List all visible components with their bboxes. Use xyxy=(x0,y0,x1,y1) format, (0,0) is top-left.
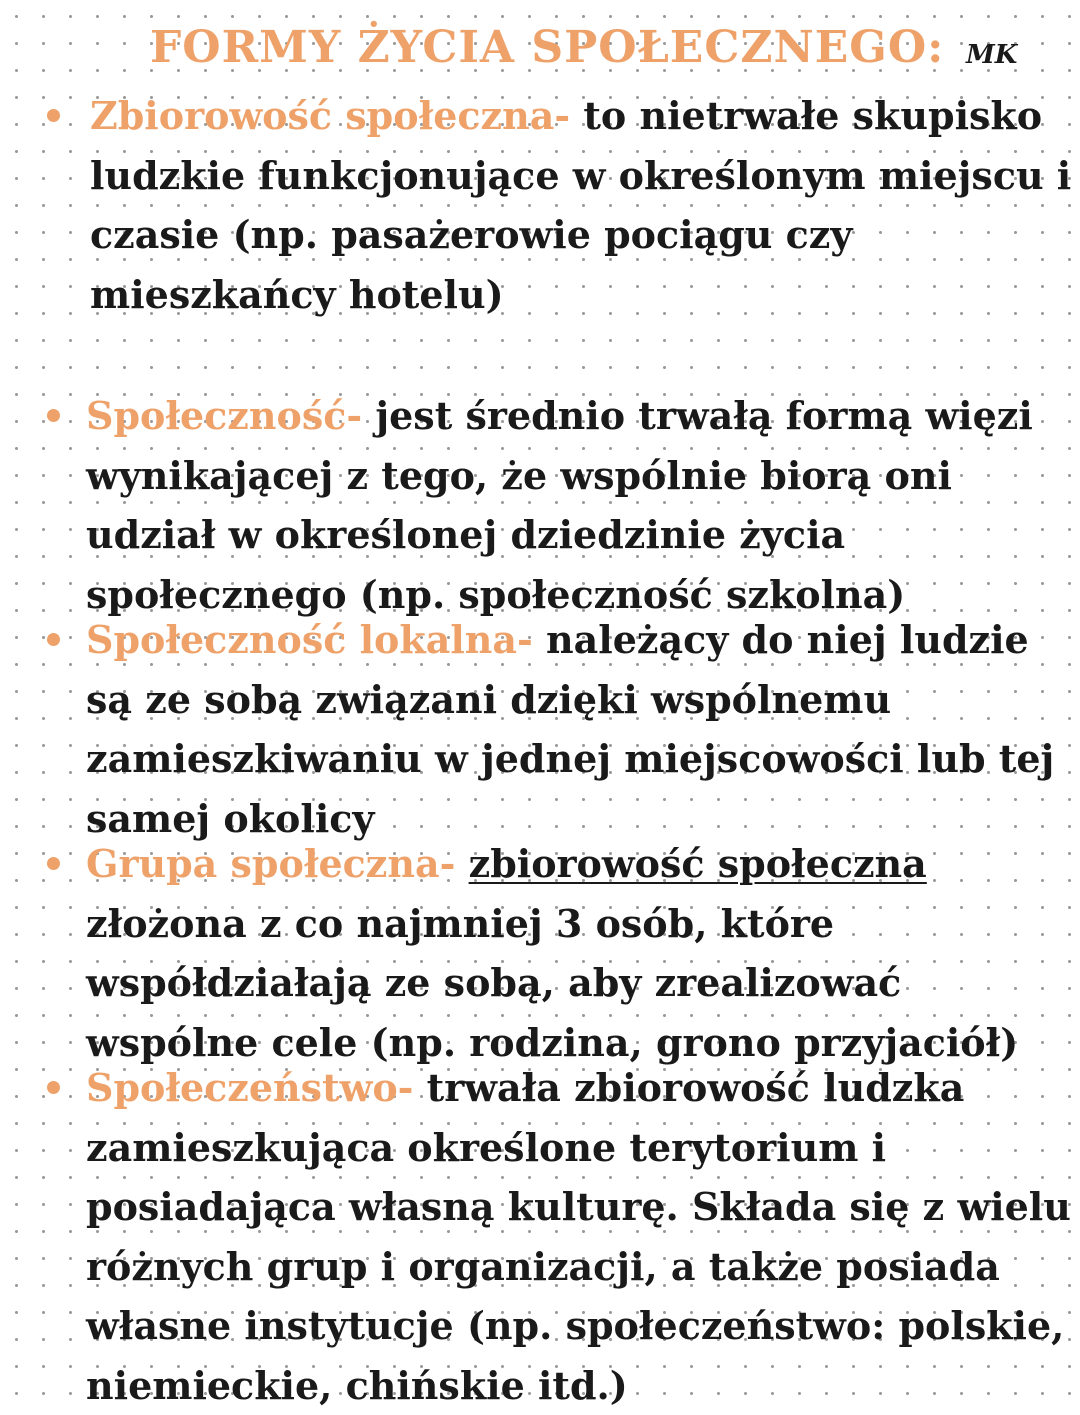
list-item-zbiorowosc xyxy=(0,86,1080,386)
definition-text: należący do niej ludzie są ze sobą związani dzięki wspólnemu zamieszkiwaniu w jednej miejscowości lub tej samej okolicy xyxy=(86,617,1055,841)
orange-dot-icon xyxy=(47,633,60,646)
term-label: Społeczność- xyxy=(86,393,363,438)
orange-dot-icon xyxy=(47,409,60,422)
orange-dot-icon xyxy=(47,1081,60,1094)
underlined-phrase: zbiorowość społeczna xyxy=(468,841,927,886)
term-label: Zbiorowość społeczna- xyxy=(90,93,571,138)
page-title: FORMY ŻYCIA SPOŁECZNEGO: xyxy=(150,22,945,73)
list-item-spolecznosc xyxy=(0,386,1080,617)
term-label: Grupa społeczna- xyxy=(86,841,456,886)
definition-text: jest średnio trwałą formą więzi wynikającej z tego, że wspólnie biorą oni udział w określonej dziedzinie życia społecznego (np. społeczność szkolna) xyxy=(86,393,1033,617)
list-item-spoleczenstwo xyxy=(0,1058,1080,1408)
orange-dot-icon xyxy=(47,857,60,870)
definition-text: trwała zbiorowość ludzka zamieszkująca określone terytorium i posiadająca własną kulturę. Składa się z wielu różnych grup i organizacji, a także posiada własne instytucje (np. społeczeństwo: polskie, niemieckie, chińskie itd.) xyxy=(86,1065,1071,1408)
term-label: Społeczność lokalna- xyxy=(86,617,533,662)
author-initials: MK xyxy=(966,40,1018,70)
definitions-list xyxy=(0,86,1080,1408)
definition-text: złożona z co najmniej 3 osób, które współdziałają ze sobą, aby zrealizować wspólne cele (np. rodzina, grono przyjaciół) xyxy=(86,900,1019,1065)
orange-dot-icon xyxy=(47,109,60,122)
list-item-grupa-spoleczna xyxy=(0,834,1080,1065)
definition-text: to nietrwałe skupisko ludzkie funkcjonujące w określonym miejscu i czasie (np. pasażerowie pociągu czy mieszkańcy hotelu) xyxy=(90,93,1072,317)
term-label: Społeczeństwo- xyxy=(86,1065,414,1110)
list-item-spolecznosc-lokalna xyxy=(0,610,1080,841)
